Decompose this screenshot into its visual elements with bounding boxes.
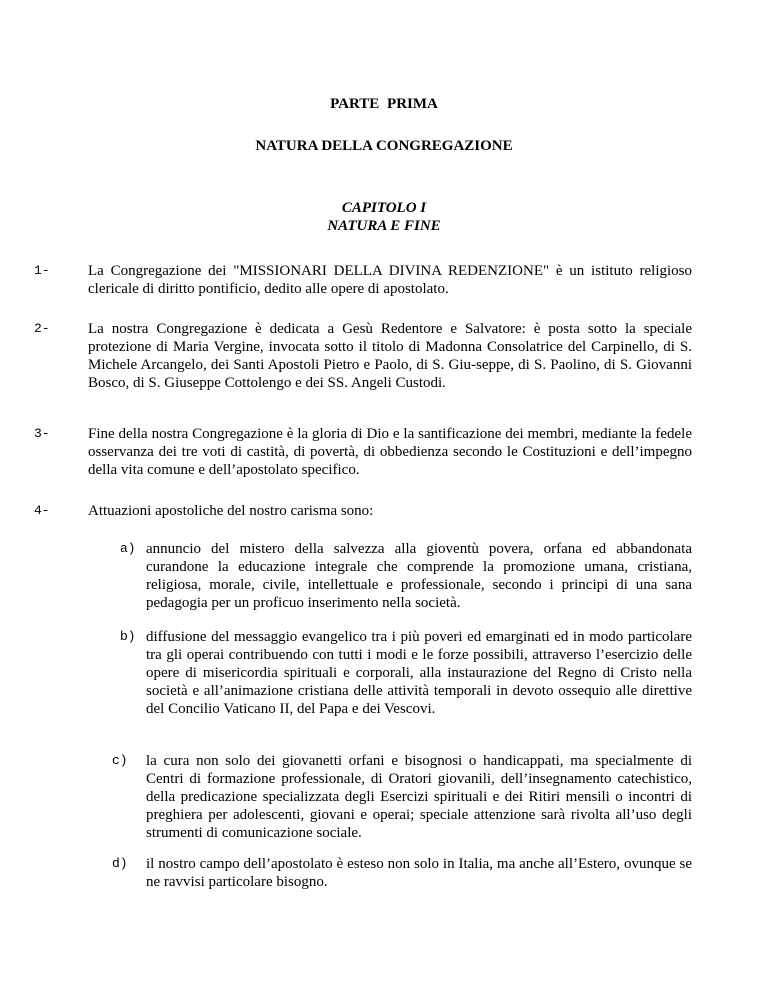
article-number: 2- [34, 321, 50, 336]
article-text: Attuazioni apostoliche del nostro carisma sono: [88, 503, 374, 519]
item-text: diffusione del messaggio evangelico tra i più poveri ed emarginati ed in modo particolare tra gli operai contribuendo con tutti i modi e le forze possibili, attraverso l’esercizio delle opere di misericordia spirituali e corporali, alla instaurazione del Regno di Cristo nella società e all’animazione cristiana delle attività temporali in devoto ossequio alle direttive del Concilio Vaticano II, del Papa e dei Vescovi. [146, 629, 692, 717]
item-text: la cura non solo dei giovanetti orfani e bisognosi o handicappati, ma specialmente di Centri di formazione professionale, di Oratori giovanili, dell’insegnamento catechistico, della predicazione specializzata degli Esercizi spirituali e dei Ritiri mensili o incontri di preghiera per adolescenti, giovani e operai; speciale attenzione sarà rivolta all’uso degli strumenti di comunicazione sociale. [146, 753, 692, 841]
item-letter: b) [120, 629, 136, 644]
article-number: 3- [34, 426, 50, 441]
item-letter: d) [112, 856, 128, 871]
article-number: 4- [34, 503, 50, 518]
article-number: 1- [34, 263, 50, 278]
item-text: annuncio del mistero della salvezza alla gioventù povera, orfana ed abbandonata curandone la educazione integrale che comprende la promozione umana, cristiana, religiosa, morale, civile, intellettuale e professionale, secondo i principi di una sana pedagogia per un proficuo inserimento nella società. [146, 541, 692, 611]
section-heading: NATURA DELLA CONGREGAZIONE [255, 138, 513, 154]
item-letter: a) [120, 541, 136, 556]
item-letter: c) [112, 753, 128, 768]
article-text: La Congregazione dei "MISSIONARI DELLA DIVINA REDENZIONE" è un istituto religioso clericale di diritto pontificio, dedito alle opere di apostolato. [88, 263, 692, 297]
part-heading: PARTE PRIMA [330, 96, 438, 112]
article-text: La nostra Congregazione è dedicata a Gesù Redentore e Salvatore: è posta sotto la speciale protezione di Maria Vergine, invocata sotto il titolo di Madonna Consolatrice del Carpinello, di S. Michele Arcangelo, dei Santi Apostoli Pietro e Paolo, di S. Giu-seppe, di S. Paolino, di S. Giovanni Bosco, di S. Giuseppe Cottolengo e dei SS. Angeli Custodi. [88, 321, 692, 391]
item-text: il nostro campo dell’apostolato è esteso non solo in Italia, ma anche all’Estero, ovunque se ne ravvisi particolare bisogno. [146, 856, 692, 890]
chapter-title: NATURA E FINE [327, 218, 441, 234]
article-text: Fine della nostra Congregazione è la gloria di Dio e la santificazione dei membri, mediante la fedele osservanza dei tre voti di castità, di povertà, di obbedienza secondo le Costituzioni e dell’impegno della vita comune e dell’apostolato specifico. [88, 426, 692, 478]
chapter-heading: CAPITOLO I [341, 200, 427, 216]
